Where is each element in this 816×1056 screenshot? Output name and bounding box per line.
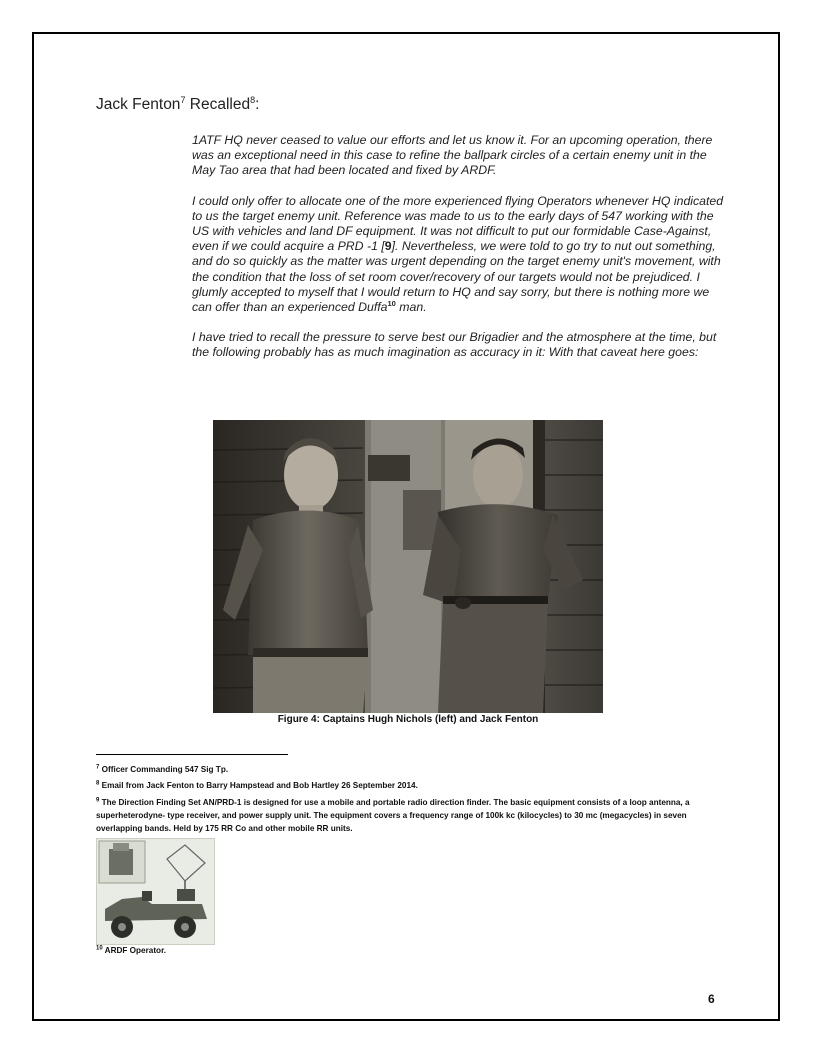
paragraph-3: I have tried to recall the pressure to serve best our Brigadier and the atmosphere at the time, but the following probably has as much imagination as accuracy in it: With that caveat here goes: (192, 330, 717, 360)
recollection-text (192, 133, 726, 376)
footnote-10: $^{10}$ ARDF Operator. (96, 945, 167, 955)
prd1-jeep-image (96, 838, 215, 945)
footnote-separator (96, 754, 288, 755)
paragraph-2: I could only offer to allocate one of the more experienced flying Operators whenever HQ indicated to us the target enemy unit. Reference was made to us to the early days of 547 working with the US with vehicles and land DF equipment. It was not difficult to put our formidable Case-Against, even if we could acquire a PRD -1 [9]. Nevertheless, we were told to go try to nut out something, and do so quickly as the matter was urgent depending on the target enemy unit's movement, with the condition that the loss of set room cover/recovery of our targets would not be prejudiced. I glumly accepted to myself that I would return to HQ and say sorry, but there is nothing more we can offer than an experienced Duffa$^{10}$ man. (192, 193, 724, 315)
footnote-9: $^9$ The Direction Finding Set AN/PRD-1 is designed for use a mobile and portable radio direction finder. The basic equipment consists of a loop antenna, a superheterodyne- type receiver, and power supply unit. The equipment covers a frequency range of 100k kc (kilocycles) to 30 mc (megacycles) in seven overlapping bands. Held by 175 RR Co and other mobile RR units. (96, 796, 690, 834)
footnotes (96, 763, 726, 838)
footnote-7: $^7$ Officer Commanding 547 Sig Tp. (96, 764, 229, 774)
paragraph-1: 1ATF HQ never ceased to value our efforts and let us know it. For an upcoming operation, there was an exceptional need in this case to refine the ballpark circles of a certain enemy unit in the May Tao area that had been located and fixed by ARDF. (192, 133, 713, 178)
footnote-ref-8[interactable]: 8 (250, 94, 256, 105)
footnote-8: $^8$ Email from Jack Fenton to Barry Hampstead and Bob Hartley 26 September 2014. (96, 780, 418, 791)
footnote-ref-7[interactable]: 7 (180, 94, 186, 105)
bracket-ref-9[interactable]: 9 (384, 239, 392, 254)
footnote-ref-10[interactable]: 10 (387, 298, 396, 308)
section-heading: Jack Fenton$^7$ Recalled$^8$: (96, 94, 260, 113)
page-number: 6 (708, 992, 715, 1006)
figure-caption: Figure 4: Captains Hugh Nichols (left) and Jack Fenton (277, 714, 539, 725)
figure-4-photo (213, 420, 603, 713)
